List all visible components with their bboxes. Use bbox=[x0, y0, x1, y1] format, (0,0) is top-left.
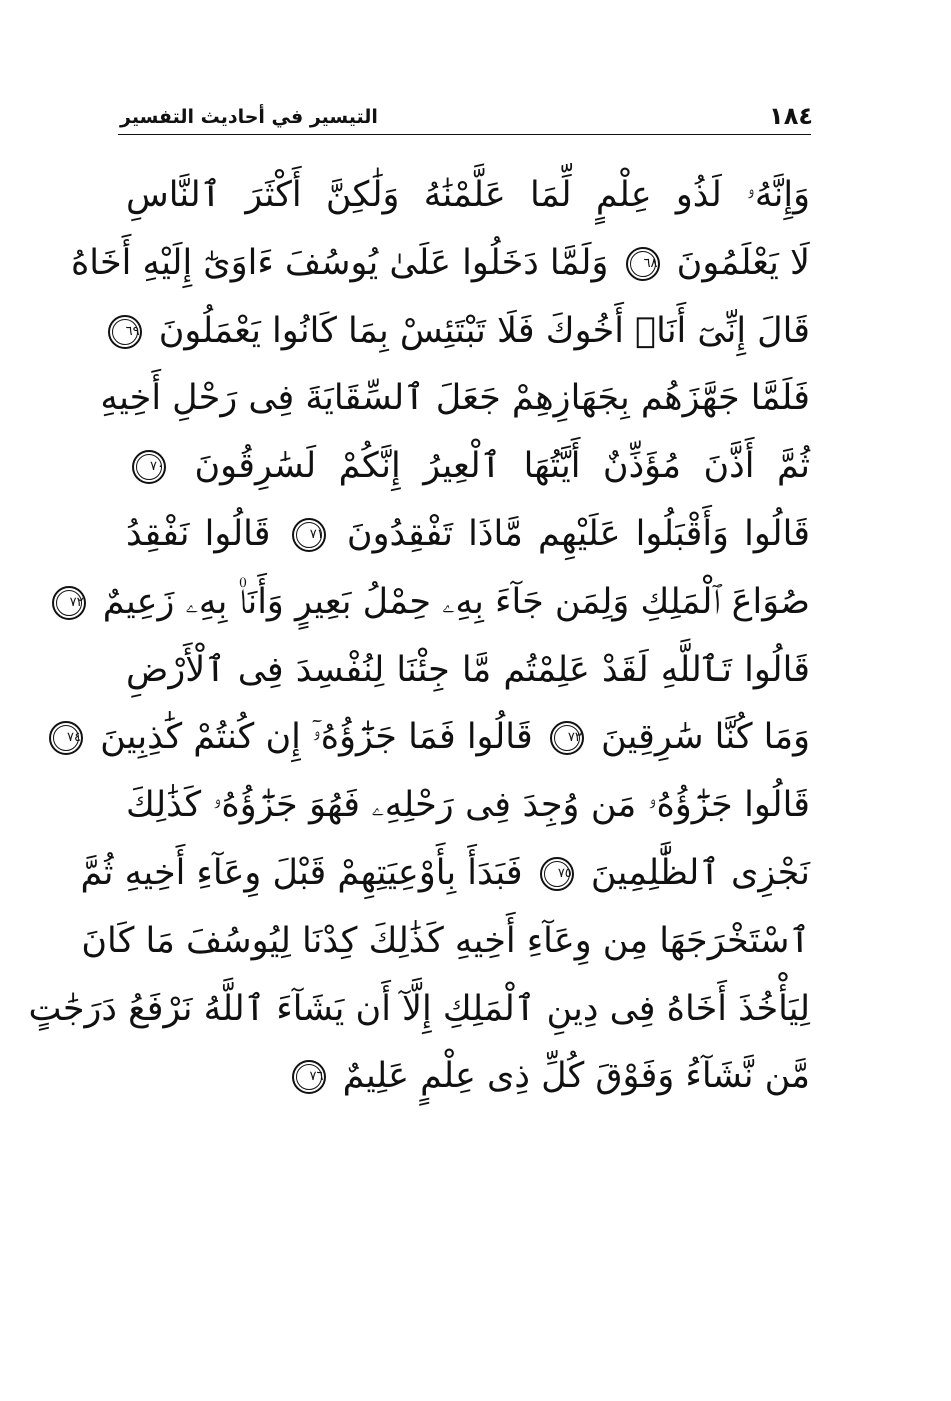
ayah-number-marker: ٧٤ bbox=[49, 721, 83, 755]
verse-text: فَبَدَأَ بِأَوْعِيَتِهِمْ قَبْلَ وِعَآءِ أَخِيهِ ثُمَّ bbox=[80, 852, 523, 893]
ayah-number-marker: ٧٦ bbox=[292, 1060, 326, 1094]
verse-text: صُوَاعَ ٱلْمَلِكِ وَلِمَن جَآءَ بِهِۦ حِمْلُ بَعِيرٍ وَأَنَا۠ بِهِۦ زَعِيمٌ bbox=[102, 581, 810, 622]
verse-line-11 bbox=[80, 840, 810, 908]
verse-line-13 bbox=[28, 976, 810, 1044]
verse-line-8 bbox=[126, 637, 810, 705]
verse-text: ٱسْتَخْرَجَهَا مِن وِعَآءِ أَخِيهِ كَذَٰلِكَ كِدْنَا لِيُوسُفَ مَا كَانَ bbox=[81, 920, 810, 961]
verse-text: قَالُوا تَٱللَّهِ لَقَدْ عَلِمْتُم مَّا جِئْنَا لِنُفْسِدَ فِى ٱلْأَرْضِ bbox=[126, 649, 810, 690]
ayah-number-marker: ٧٢ bbox=[52, 586, 86, 620]
verse-text: قَالُوا نَفْقِدُ bbox=[126, 513, 271, 554]
verse-line-12 bbox=[81, 908, 810, 976]
verse-text: لِيَأْخُذَ أَخَاهُ فِى دِينِ ٱلْمَلِكِ إِلَّآ أَن يَشَآءَ ٱللَّهُ نَرْفَعُ دَرَجَٰتٍ bbox=[28, 988, 810, 1029]
verse-text: نَجْزِى ٱلظَّٰلِمِينَ bbox=[590, 852, 810, 893]
verse-text: فَلَمَّا جَهَّزَهُم بِجَهَازِهِمْ جَعَلَ ٱلسِّقَايَةَ فِى رَحْلِ أَخِيهِ bbox=[100, 378, 810, 419]
verse-line-9 bbox=[67, 704, 810, 772]
verse-text: لَا يَعْلَمُونَ bbox=[676, 242, 810, 283]
verse-text: قَالَ إِنِّىٓ أَنَا۠ أَخُوكَ فَلَا تَبْتَئِسْ بِمَا كَانُوا يَعْمَلُونَ bbox=[158, 310, 810, 351]
verse-text: قَالُوا وَأَقْبَلُوا عَلَيْهِم مَّاذَا تَفْقِدُونَ bbox=[346, 513, 810, 554]
verse-line-7 bbox=[69, 569, 810, 637]
page-number: ١٨٤ bbox=[769, 102, 813, 130]
verse-line-14 bbox=[126, 1043, 810, 1111]
verse-line-5 bbox=[126, 433, 810, 501]
verse-text: وَإِنَّهُۥ لَذُو عِلْمٍ لِّمَا عَلَّمْنَٰهُ وَلَٰكِنَّ أَكْثَرَ ٱلنَّاسِ bbox=[126, 175, 810, 215]
ayah-number-marker: ٦٨ bbox=[626, 247, 660, 281]
verse-text: قَالُوا فَمَا جَزَٰٓؤُهُۥٓ إِن كُنتُمْ كَٰذِبِينَ bbox=[100, 717, 533, 758]
ayah-number-marker: ٧١ bbox=[292, 518, 326, 552]
verse-text: وَلَمَّا دَخَلُوا عَلَىٰ يُوسُفَ ءَاوَىٰٓ إِلَيْهِ أَخَاهُ bbox=[70, 242, 609, 283]
verse-line-3 bbox=[126, 298, 810, 366]
verse-text: ثُمَّ أَذَّنَ مُؤَذِّنٌ أَيَّتُهَا ٱلْعِيرُ إِنَّكُمْ لَسَٰرِقُونَ bbox=[194, 446, 810, 487]
header-rule bbox=[118, 134, 811, 135]
ayah-number-marker: ٦٩ bbox=[108, 315, 142, 349]
verse-text: مَّن نَّشَآءُ وَفَوْقَ كُلِّ ذِى عِلْمٍ عَلِيمٌ bbox=[342, 1056, 810, 1097]
ayah-number-marker: ٧٠ bbox=[132, 450, 166, 484]
verse-text: قَالُوا جَزَٰٓؤُهُۥ مَن وُجِدَ فِى رَحْلِهِۦ فَهُوَ جَزَٰٓؤُهُۥ كَذَٰلِكَ bbox=[126, 785, 810, 826]
ayah-number-marker: ٧٣ bbox=[550, 721, 584, 755]
ayah-number-marker: ٧٥ bbox=[540, 857, 574, 891]
running-title: التيسير في أحاديث التفسير bbox=[120, 106, 378, 128]
verse-text: وَمَا كُنَّا سَٰرِقِينَ bbox=[600, 717, 810, 758]
quran-text-block bbox=[28, 162, 810, 1111]
verse-line-4 bbox=[100, 365, 810, 433]
verse-line-10 bbox=[126, 772, 810, 840]
verse-line-1 bbox=[126, 162, 810, 230]
verse-line-6 bbox=[126, 501, 810, 569]
page-header bbox=[118, 98, 813, 136]
verse-line-2 bbox=[70, 230, 810, 298]
